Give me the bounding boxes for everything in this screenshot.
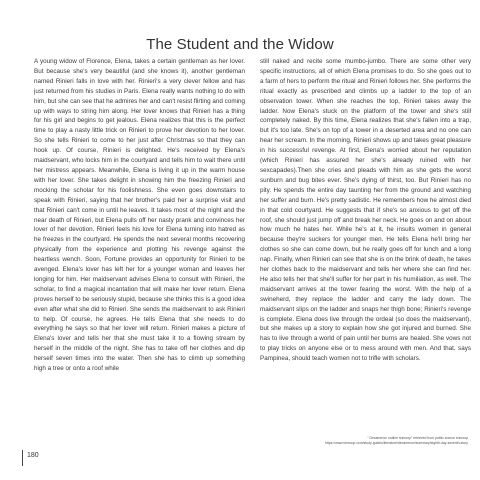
footnote-citation: " Decameron outline shmoop" retrieved from public source shmoop [367, 436, 468, 440]
page-title: The Student and the Widow [146, 36, 334, 53]
right-column-text: still naked and recite some mumbo-jumbo. There are some other very specific instructions, all of which Elena promises to do. So she goes out to a farm of hers to perform the ritual and Rinieri follows her. She performs the ritual exactly as prescribed and climbs up a ladder to the top of an observation tower. When she reaches the top, Rinieri takes away the ladder. Now Elena's stuck on the platform of the tower and she's still completely naked. By this time, Elena realizes that she's fallen into a trap, but it's too late. She's on top of a tower in a deserted area and no one can hear her scream. In the morning, Rinieri shows up and takes great pleasure in his successful revenge. At first, Elena's worried about her reputation (which Rinieri has assured her she's already ruined with her sexcapades).Then she cries and pleads with him as she gets the worst sunburn and bug bites ever. She's dying of thirst, too. But Rinieri has no pity. He spends the entire day taunting her from the ground and watching her suffer and burn. He's pretty sadistic. He remembers how he almost died in that cold courtyard. He suggests that if she's so anxious to get off the roof, she should just jump off and break her neck. He goes on and on about how much he hates her. While he's at it, he insults women in general because they're suckers for younger men. He tells Elena he'll bring her clothes so she can come down, but he really goes off for lunch and a long nap. Finally, when Rinieri can see that she is on the brink of death, he takes her clothes back to the maidservant and tells her where she can find her. He also tells her that she'll suffer for her part in his humiliation, as well. The maidservant arrives at the tower fearing the worst. With the help of a swineherd, they replace the ladder and carry the lady down. The maidservant slips on the ladder and snaps her thigh bone; Rinieri's revenge is complete. Elena does live through the ordeal (so does the maidservant), but she makes up a story to explain how she got injured and burned. She has to live through a world of pain until her burns are healed. She vows not to play tricks on anyone else or to mess around with men. And that, says Pampinea, should teach women not to trifle with scholars. [260, 58, 471, 363]
left-column [34, 57, 245, 412]
right-column [260, 57, 471, 412]
page-number: 180 [27, 452, 39, 459]
footnote-url: https://www.shmoop.com/study-guides/literature/decameron/summary/eighth-day-seventh-story [324, 441, 468, 445]
body-columns [34, 57, 472, 412]
page-number-rule [22, 450, 23, 466]
left-column-text: A young widow of Florence, Elena, takes a certain gentleman as her lover. But because she's very beautiful (and she knows it), another gentleman named Rinieri falls in love with her. Rinieri's a very clever fellow and has just returned from his studies in Paris. Elena really wants nothing to do with him, but she can see that he admires her and can't resist flirting and coming up with ways to string him along. Her lover knows that Rinieri has a thing for his girl and begins to get jealous. Elena realizes that this is the perfect time to play a nasty little trick on Rinieri to prove her devotion to her lover. So she tells Rinieri to come to her just after Christmas so that they can hook up. Of course, Rinieri is delighted. He's received by Elena's maidservant, who locks him in the courtyard and tells him to wait there until her mistress appears. Meanwhile, Elena is living it up in the warm house with her lover. She takes delight in showing him the freezing Rinieri and mocking the scholar for his foolishness. She even goes downstairs to speak with Rinieri, saying that her brother's paid her a surprise visit and that Rinieri can't come in until he leaves. It takes most of the night and the near death of Rinieri, but Elena pulls off her nasty prank and convinces her lover of her devotion. Rinieri feels his love for Elena turning into hatred as he freezes in the courtyard. He spends the next several months recovering physically from the experience and plotting his revenge against the heartless wench. Soon, Fortune provides an opportunity for Rinieri to be avenged. Elena's lover has left her for a younger woman and leaves her longing for him. Her maidservant advises Elena to consult with Rinieri, the scholar, to find a magical incantation that will make her lover return. Elena proves herself to be seriously stupid, because she thinks this is a good idea even after what she did to Rinieri. She sends the maidservant to ask Rinieri to help. Of course, he agrees. He tells Elena that she needs to do everything he says so that her lover will return. Rinieri makes a picture of Elena's lover and tells her that she must take it to a flowing stream by herself in the middle of the night. She has to take off her clothes and dip herself seven times into the water. Then she has to climb up something high a tree or onto a roof while [34, 58, 245, 373]
